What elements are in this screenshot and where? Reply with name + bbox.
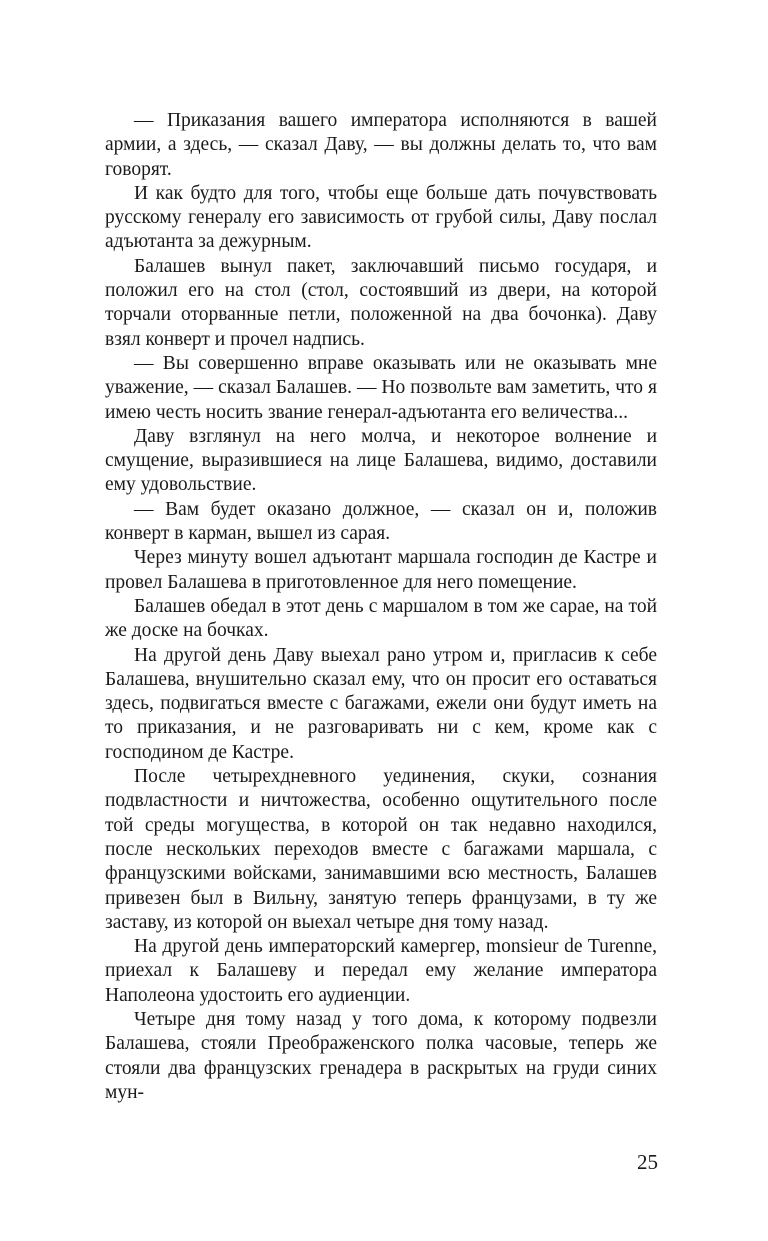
paragraph-1: — Приказания вашего императора исполняются в вашей армии, а здесь, — сказал Даву, — вы должны делать то, что вам говорят. [105, 110, 657, 180]
paragraph-8: Балашев обедал в этот день с маршалом в том же сарае, на той же доске на бочках. [105, 595, 657, 642]
paragraph-6: — Вам будет оказано должное, — сказал он и, положив конверт в карман, вышел из сарая. [105, 498, 657, 545]
paragraph-7: Через минуту вошел адъютант маршала господин де Кастре и провел Балашева в приготовленное для него помещение. [105, 547, 657, 593]
body-text [105, 109, 657, 1105]
paragraph-2: И как будто для того, чтобы еще больше дать почувствовать русскому генералу его зависимость от грубой силы, Даву послал адъютанта за дежурным. [105, 182, 657, 253]
paragraph-12: Четыре дня тому назад у того дома, к которому подвезли Балашева, стояли Преображенского полка часовые, теперь же стояли два французских гренадера в раскрытых на груди синих мун- [105, 1008, 657, 1103]
paragraph-11: На другой день императорский камергер, monsieur de Turenne, приехал к Балашеву и передал ему желание императора Наполеона удостоить его аудиенции. [105, 936, 657, 1006]
paragraph-10: После четырехдневного уединения, скуки, сознания подвластности и ничтожества, особенно ощутительного после той среды могущества, в которой он так недавно находился, после нескольких переходов вместе с багажами маршала, с французскими войсками, занимавшими всю местность, Балашев привезен был в Вильну, занятую теперь французами, в ту же заставу, из которой он выехал четыре дня тому назад. [105, 766, 657, 933]
paragraph-4: — Вы совершенно вправе оказывать или не оказывать мне уважение, — сказал Балашев. — Но позвольте вам заметить, что я имею честь носить звание генерал-адъютанта его величества... [105, 352, 657, 423]
page-number: 25 [637, 1150, 658, 1174]
paragraph-9: На другой день Даву выехал рано утром и, пригласив к себе Балашева, внушительно сказал ему, что он просит его оставаться здесь, подвигаться вместе с багажами, ежели они будут иметь на то приказания, и не разговаривать ни с кем, кроме как с господином де Кастре. [105, 644, 657, 763]
paragraph-5: Даву взглянул на него молча, и некоторое волнение и смущение, выразившиеся на лице Балашева, видимо, доставили ему удовольствие. [105, 425, 657, 496]
paragraph-3: Балашев вынул пакет, заключавший письмо государя, и положил его на стол (стол, состоявший из двери, на которой торчали оторванные петли, положенной на два бочонка). Даву взял конверт и прочел надпись. [105, 255, 657, 350]
